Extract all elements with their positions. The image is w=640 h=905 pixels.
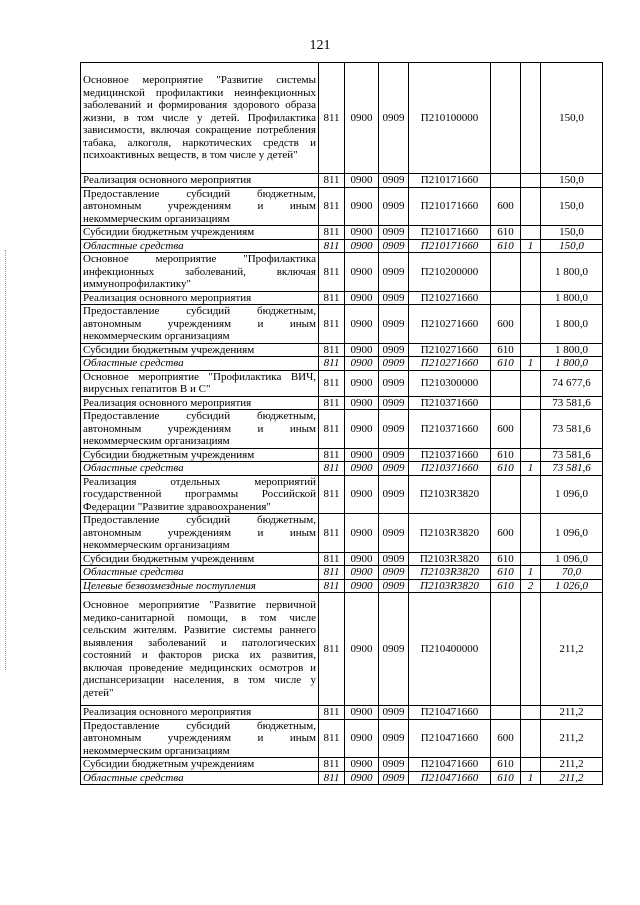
istochnik-code	[521, 706, 541, 720]
podrazdel-code: 0909	[379, 706, 409, 720]
podrazdel-code: 0909	[379, 514, 409, 553]
vedomstvo-code: 811	[319, 514, 345, 553]
row-name: Реализация основного мероприятия	[81, 174, 319, 188]
vid-rashodov-code	[491, 63, 521, 174]
table-row	[81, 63, 603, 174]
vedomstvo-code: 811	[319, 343, 345, 357]
vedomstvo-code: 811	[319, 771, 345, 785]
vid-rashodov-code	[491, 174, 521, 188]
summa: 150,0	[541, 63, 603, 174]
row-name: Областные средства	[81, 771, 319, 785]
summa: 73 581,6	[541, 410, 603, 449]
razdel-code: 0900	[345, 253, 379, 292]
vedomstvo-code: 811	[319, 719, 345, 758]
celevaya-statya-code: П210471660	[409, 758, 491, 772]
summa: 1 096,0	[541, 552, 603, 566]
celevaya-statya-code: П210371660	[409, 396, 491, 410]
celevaya-statya-code: П210271660	[409, 305, 491, 344]
vedomstvo-code: 811	[319, 475, 345, 514]
vid-rashodov-code	[491, 593, 521, 706]
vid-rashodov-code: 600	[491, 305, 521, 344]
celevaya-statya-code: П210371660	[409, 462, 491, 476]
vid-rashodov-code: 600	[491, 410, 521, 449]
celevaya-statya-code: П210471660	[409, 719, 491, 758]
summa: 1 800,0	[541, 291, 603, 305]
vid-rashodov-code	[491, 291, 521, 305]
celevaya-statya-code: П210171660	[409, 226, 491, 240]
summa: 73 581,6	[541, 462, 603, 476]
istochnik-code	[521, 514, 541, 553]
table-row	[81, 226, 603, 240]
row-name: Предоставление субсидий бюджетным, автономным учреждениям и иным некоммерческим организациям	[81, 719, 319, 758]
razdel-code: 0900	[345, 462, 379, 476]
row-name: Реализация основного мероприятия	[81, 396, 319, 410]
podrazdel-code: 0909	[379, 552, 409, 566]
summa: 74 677,6	[541, 370, 603, 396]
table-row	[81, 579, 603, 593]
istochnik-code	[521, 174, 541, 188]
row-name: Субсидии бюджетным учреждениям	[81, 758, 319, 772]
table-row	[81, 410, 603, 449]
table-row	[81, 719, 603, 758]
summa: 73 581,6	[541, 396, 603, 410]
vid-rashodov-code	[491, 370, 521, 396]
razdel-code: 0900	[345, 63, 379, 174]
summa: 1 800,0	[541, 253, 603, 292]
vid-rashodov-code: 610	[491, 226, 521, 240]
istochnik-code	[521, 370, 541, 396]
page-number: 121	[309, 38, 331, 53]
celevaya-statya-code: П2103R3820	[409, 552, 491, 566]
row-name: Областные средства	[81, 357, 319, 371]
istochnik-code: 1	[521, 771, 541, 785]
row-name: Основное мероприятие "Профилактика инфекционных заболеваний, включая иммунопрофилактику"	[81, 253, 319, 292]
vedomstvo-code: 811	[319, 291, 345, 305]
vedomstvo-code: 811	[319, 593, 345, 706]
razdel-code: 0900	[345, 719, 379, 758]
vedomstvo-code: 811	[319, 396, 345, 410]
vedomstvo-code: 811	[319, 706, 345, 720]
istochnik-code	[521, 758, 541, 772]
istochnik-code	[521, 448, 541, 462]
podrazdel-code: 0909	[379, 448, 409, 462]
vid-rashodov-code	[491, 396, 521, 410]
razdel-code: 0900	[345, 174, 379, 188]
podrazdel-code: 0909	[379, 771, 409, 785]
razdel-code: 0900	[345, 475, 379, 514]
podrazdel-code: 0909	[379, 593, 409, 706]
vedomstvo-code: 811	[319, 552, 345, 566]
razdel-code: 0900	[345, 579, 379, 593]
istochnik-code	[521, 475, 541, 514]
celevaya-statya-code: П210271660	[409, 343, 491, 357]
row-name: Основное мероприятие "Развитие системы медицинской профилактики неинфекционных заболеваний и формирования здорового образа жизни, в том числе у детей. Профилактика зависимости, включая сокращение потребления табака, алкоголя, наркотических средств и психоактивных веществ, в том числе у детей"	[81, 63, 319, 174]
scan-edge-mark	[5, 250, 7, 670]
table-row	[81, 343, 603, 357]
row-name: Основное мероприятие "Профилактика ВИЧ, вирусных гепатитов В и С"	[81, 370, 319, 396]
razdel-code: 0900	[345, 291, 379, 305]
vedomstvo-code: 811	[319, 63, 345, 174]
row-name: Субсидии бюджетным учреждениям	[81, 552, 319, 566]
budget-table	[80, 62, 603, 785]
table-row	[81, 291, 603, 305]
vid-rashodov-code: 600	[491, 719, 521, 758]
istochnik-code: 2	[521, 579, 541, 593]
podrazdel-code: 0909	[379, 758, 409, 772]
razdel-code: 0900	[345, 566, 379, 580]
summa: 1 096,0	[541, 514, 603, 553]
istochnik-code	[521, 552, 541, 566]
summa: 211,2	[541, 593, 603, 706]
summa: 150,0	[541, 187, 603, 226]
istochnik-code	[521, 396, 541, 410]
istochnik-code: 1	[521, 239, 541, 253]
summa: 1 800,0	[541, 305, 603, 344]
table-row	[81, 187, 603, 226]
table-row	[81, 396, 603, 410]
celevaya-statya-code: П210200000	[409, 253, 491, 292]
podrazdel-code: 0909	[379, 226, 409, 240]
podrazdel-code: 0909	[379, 462, 409, 476]
row-name: Субсидии бюджетным учреждениям	[81, 226, 319, 240]
vid-rashodov-code: 610	[491, 239, 521, 253]
row-name: Субсидии бюджетным учреждениям	[81, 343, 319, 357]
podrazdel-code: 0909	[379, 370, 409, 396]
table-row	[81, 357, 603, 371]
summa: 211,2	[541, 771, 603, 785]
summa: 150,0	[541, 226, 603, 240]
table-row	[81, 706, 603, 720]
vedomstvo-code: 811	[319, 410, 345, 449]
vedomstvo-code: 811	[319, 448, 345, 462]
vid-rashodov-code	[491, 253, 521, 292]
vedomstvo-code: 811	[319, 253, 345, 292]
celevaya-statya-code: П210300000	[409, 370, 491, 396]
istochnik-code: 1	[521, 462, 541, 476]
row-name: Основное мероприятие "Развитие первичной медико-санитарной помощи, в том числе сельским жителям. Развитие системы раннего выявления заболеваний и патологических состояний и факторов риска их развития, включая проведение медицинских осмотров и диспансеризации населения, в том числе у детей"	[81, 593, 319, 706]
summa: 150,0	[541, 174, 603, 188]
razdel-code: 0900	[345, 396, 379, 410]
summa: 211,2	[541, 706, 603, 720]
vid-rashodov-code: 610	[491, 579, 521, 593]
table-row	[81, 305, 603, 344]
vedomstvo-code: 811	[319, 370, 345, 396]
row-name: Предоставление субсидий бюджетным, автономным учреждениям и иным некоммерческим организациям	[81, 305, 319, 344]
podrazdel-code: 0909	[379, 357, 409, 371]
razdel-code: 0900	[345, 514, 379, 553]
row-name: Областные средства	[81, 566, 319, 580]
celevaya-statya-code: П2103R3820	[409, 475, 491, 514]
row-name: Реализация основного мероприятия	[81, 706, 319, 720]
table-row	[81, 593, 603, 706]
istochnik-code	[521, 410, 541, 449]
istochnik-code	[521, 187, 541, 226]
podrazdel-code: 0909	[379, 174, 409, 188]
row-name: Областные средства	[81, 462, 319, 476]
vid-rashodov-code: 610	[491, 566, 521, 580]
istochnik-code: 1	[521, 566, 541, 580]
summa: 1 800,0	[541, 343, 603, 357]
celevaya-statya-code: П2103R3820	[409, 514, 491, 553]
vid-rashodov-code	[491, 706, 521, 720]
istochnik-code	[521, 343, 541, 357]
razdel-code: 0900	[345, 758, 379, 772]
summa: 150,0	[541, 239, 603, 253]
celevaya-statya-code: П210371660	[409, 410, 491, 449]
celevaya-statya-code: П210171660	[409, 174, 491, 188]
istochnik-code	[521, 63, 541, 174]
vid-rashodov-code: 610	[491, 448, 521, 462]
row-name: Предоставление субсидий бюджетным, автономным учреждениям и иным некоммерческим организациям	[81, 410, 319, 449]
celevaya-statya-code: П210271660	[409, 291, 491, 305]
podrazdel-code: 0909	[379, 719, 409, 758]
row-name: Субсидии бюджетным учреждениям	[81, 448, 319, 462]
row-name: Реализация отдельных мероприятий государственной программы Российской Федерации "Развитие здравоохранения"	[81, 475, 319, 514]
podrazdel-code: 0909	[379, 187, 409, 226]
razdel-code: 0900	[345, 593, 379, 706]
razdel-code: 0900	[345, 305, 379, 344]
row-name: Областные средства	[81, 239, 319, 253]
vedomstvo-code: 811	[319, 226, 345, 240]
summa: 211,2	[541, 758, 603, 772]
celevaya-statya-code: П210400000	[409, 593, 491, 706]
table-row	[81, 174, 603, 188]
razdel-code: 0900	[345, 410, 379, 449]
istochnik-code	[521, 305, 541, 344]
summa: 1 026,0	[541, 579, 603, 593]
summa: 1 096,0	[541, 475, 603, 514]
podrazdel-code: 0909	[379, 475, 409, 514]
vedomstvo-code: 811	[319, 174, 345, 188]
celevaya-statya-code: П210271660	[409, 357, 491, 371]
istochnik-code	[521, 719, 541, 758]
istochnik-code: 1	[521, 357, 541, 371]
razdel-code: 0900	[345, 226, 379, 240]
summa: 211,2	[541, 719, 603, 758]
razdel-code: 0900	[345, 357, 379, 371]
table-row	[81, 552, 603, 566]
razdel-code: 0900	[345, 370, 379, 396]
table-row	[81, 462, 603, 476]
row-name: Предоставление субсидий бюджетным, автономным учреждениям и иным некоммерческим организациям	[81, 187, 319, 226]
row-name: Реализация основного мероприятия	[81, 291, 319, 305]
podrazdel-code: 0909	[379, 396, 409, 410]
razdel-code: 0900	[345, 771, 379, 785]
vedomstvo-code: 811	[319, 305, 345, 344]
summa: 1 800,0	[541, 357, 603, 371]
vid-rashodov-code: 610	[491, 771, 521, 785]
celevaya-statya-code: П210471660	[409, 771, 491, 785]
razdel-code: 0900	[345, 187, 379, 226]
vid-rashodov-code: 610	[491, 552, 521, 566]
celevaya-statya-code: П210471660	[409, 706, 491, 720]
vid-rashodov-code: 600	[491, 514, 521, 553]
istochnik-code	[521, 253, 541, 292]
vid-rashodov-code: 610	[491, 462, 521, 476]
vid-rashodov-code: 610	[491, 343, 521, 357]
table-row	[81, 370, 603, 396]
razdel-code: 0900	[345, 552, 379, 566]
vedomstvo-code: 811	[319, 579, 345, 593]
podrazdel-code: 0909	[379, 239, 409, 253]
vedomstvo-code: 811	[319, 462, 345, 476]
podrazdel-code: 0909	[379, 63, 409, 174]
celevaya-statya-code: П210171660	[409, 239, 491, 253]
vedomstvo-code: 811	[319, 566, 345, 580]
vid-rashodov-code: 610	[491, 357, 521, 371]
vid-rashodov-code	[491, 475, 521, 514]
table-row	[81, 253, 603, 292]
summa: 70,0	[541, 566, 603, 580]
podrazdel-code: 0909	[379, 579, 409, 593]
podrazdel-code: 0909	[379, 343, 409, 357]
razdel-code: 0900	[345, 448, 379, 462]
vid-rashodov-code: 610	[491, 758, 521, 772]
celevaya-statya-code: П2103R3820	[409, 566, 491, 580]
celevaya-statya-code: П2103R3820	[409, 579, 491, 593]
table-row	[81, 758, 603, 772]
razdel-code: 0900	[345, 343, 379, 357]
celevaya-statya-code: П210371660	[409, 448, 491, 462]
celevaya-statya-code: П210171660	[409, 187, 491, 226]
istochnik-code	[521, 593, 541, 706]
table-row	[81, 475, 603, 514]
podrazdel-code: 0909	[379, 291, 409, 305]
istochnik-code	[521, 291, 541, 305]
table-row	[81, 448, 603, 462]
vedomstvo-code: 811	[319, 758, 345, 772]
vid-rashodov-code: 600	[491, 187, 521, 226]
celevaya-statya-code: П210100000	[409, 63, 491, 174]
vedomstvo-code: 811	[319, 187, 345, 226]
razdel-code: 0900	[345, 706, 379, 720]
istochnik-code	[521, 226, 541, 240]
vedomstvo-code: 811	[319, 357, 345, 371]
row-name: Предоставление субсидий бюджетным, автономным учреждениям и иным некоммерческим организациям	[81, 514, 319, 553]
summa: 73 581,6	[541, 448, 603, 462]
podrazdel-code: 0909	[379, 410, 409, 449]
vedomstvo-code: 811	[319, 239, 345, 253]
table-row	[81, 771, 603, 785]
podrazdel-code: 0909	[379, 566, 409, 580]
row-name: Целевые безвозмездные поступления	[81, 579, 319, 593]
podrazdel-code: 0909	[379, 305, 409, 344]
razdel-code: 0900	[345, 239, 379, 253]
podrazdel-code: 0909	[379, 253, 409, 292]
table-row	[81, 566, 603, 580]
table-row	[81, 514, 603, 553]
table-row	[81, 239, 603, 253]
